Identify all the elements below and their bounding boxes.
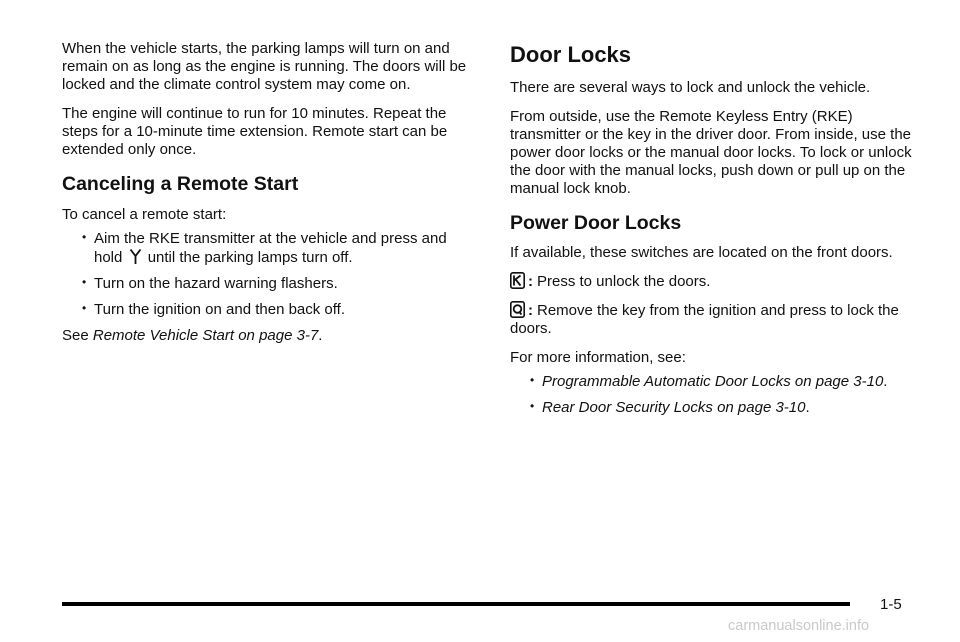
lock-symbol-icon bbox=[510, 301, 525, 318]
bullet: • bbox=[82, 275, 87, 289]
cancel-steps-list bbox=[62, 230, 472, 319]
paragraph-see-reference: See Remote Vehicle Start on page 3-7. bbox=[62, 327, 323, 344]
page-number: 1-5 bbox=[880, 596, 902, 613]
paragraph-remote-start-duration: The engine will continue to run for 10 minutes. Repeat the steps for a 10-minute time extension. Remote start can be extended only once. bbox=[62, 105, 448, 158]
bullet: • bbox=[82, 301, 87, 315]
bullet: • bbox=[530, 399, 535, 413]
remote-start-icon bbox=[129, 248, 142, 265]
cross-reference: Remote Vehicle Start on page 3-7 bbox=[92, 327, 319, 344]
paragraph-lock-ways: There are several ways to lock and unlock the vehicle. bbox=[510, 79, 871, 96]
heading-door-locks: Door Locks bbox=[510, 42, 632, 67]
bullet: • bbox=[530, 373, 535, 387]
heading-canceling-remote-start: Canceling a Remote Start bbox=[62, 173, 299, 195]
list-item: • Aim the RKE transmitter at the vehicle and press and hold until the parking lamps turn off. bbox=[82, 230, 447, 266]
unlock-switch-description: : Press to unlock the doors. bbox=[510, 272, 915, 291]
paragraph-switch-location: If available, these switches are located on the front doors. bbox=[510, 244, 893, 261]
list-item: • Turn on the hazard warning flashers. bbox=[82, 275, 338, 292]
paragraph-more-info: For more information, see: bbox=[510, 349, 686, 366]
more-info-list bbox=[510, 373, 915, 417]
footer-rule bbox=[62, 602, 850, 606]
list-item: • Turn the ignition on and then back off. bbox=[82, 301, 346, 318]
paragraph-cancel-intro: To cancel a remote start: bbox=[62, 206, 227, 223]
right-column bbox=[510, 40, 915, 425]
paragraph-remote-start-result: When the vehicle starts, the parking lamps will turn on and remain on as long as the engine is running. The doors will be locked and the climate control system may come on. bbox=[62, 40, 467, 93]
watermark: carmanualsonline.info bbox=[728, 618, 870, 634]
cross-reference: Programmable Automatic Door Locks on page 3-10 bbox=[542, 373, 884, 390]
cross-reference: Rear Door Security Locks on page 3-10 bbox=[542, 399, 806, 416]
list-item: • Rear Door Security Locks on page 3-10. bbox=[530, 399, 810, 416]
list-item: • Programmable Automatic Door Locks on page 3-10. bbox=[530, 373, 888, 390]
unlock-symbol-icon bbox=[510, 272, 525, 289]
lock-switch-description: : Remove the key from the ignition and press to lock the doors. bbox=[510, 302, 899, 337]
left-column bbox=[62, 40, 472, 345]
heading-power-door-locks: Power Door Locks bbox=[510, 212, 682, 234]
paragraph-lock-methods: From outside, use the Remote Keyless Entry (RKE) transmitter or the key in the driver door. From inside, use the power door locks or the manual door locks. To lock or unlock the door with the manual locks, push down or pull up on the manual lock knob. bbox=[510, 108, 912, 197]
bullet: • bbox=[82, 230, 87, 244]
